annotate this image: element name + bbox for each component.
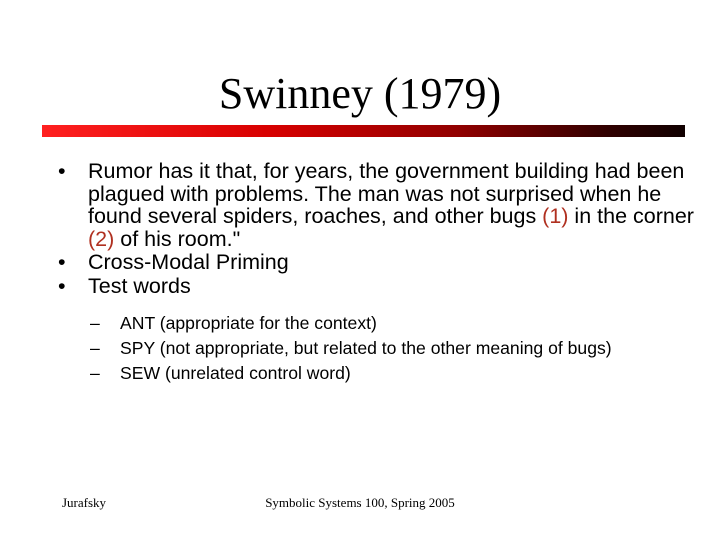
rumor-text-2: in the corner — [568, 204, 694, 228]
title-divider — [42, 125, 685, 137]
slide-title: Swinney (1979) — [218, 69, 502, 118]
subbullet-text: ANT (appropriate for the context) — [120, 313, 377, 333]
bullet-text: Cross-Modal Priming — [88, 250, 289, 274]
subbullet-text: SPY (not appropriate, but related to the other meaning of bugs) — [120, 338, 612, 358]
dash-marker: – — [90, 338, 100, 358]
rumor-text-3: of his room." — [114, 226, 241, 251]
rumor-text-1: Rumor has it that, for years, the government building had been plagued with problems. The man was not surprised when he found several spiders, roaches, and other bugs — [88, 159, 685, 228]
slide-body — [56, 160, 696, 388]
footer-author: Jurafsky — [62, 495, 107, 510]
bullet-text: Test words — [88, 273, 191, 298]
subbullet-item-spy — [88, 338, 696, 359]
bullet-marker: • — [58, 273, 66, 298]
bullet-item-priming — [56, 251, 696, 274]
bullet-item-test-words — [56, 275, 696, 298]
bullet-item-rumor — [56, 160, 696, 250]
bullet-marker: • — [58, 159, 66, 183]
position-marker-2: (2) — [88, 226, 115, 251]
bullet-marker: • — [58, 250, 66, 274]
dash-marker: – — [90, 363, 100, 383]
subbullet-text: SEW (unrelated control word) — [120, 363, 351, 383]
test-words-list — [56, 313, 696, 384]
dash-marker: – — [90, 313, 100, 333]
footer-course: Symbolic Systems 100, Spring 2005 — [265, 495, 455, 510]
subbullet-item-sew — [88, 363, 696, 384]
subbullet-item-ant — [88, 313, 696, 334]
position-marker-1: (1) — [542, 204, 569, 228]
